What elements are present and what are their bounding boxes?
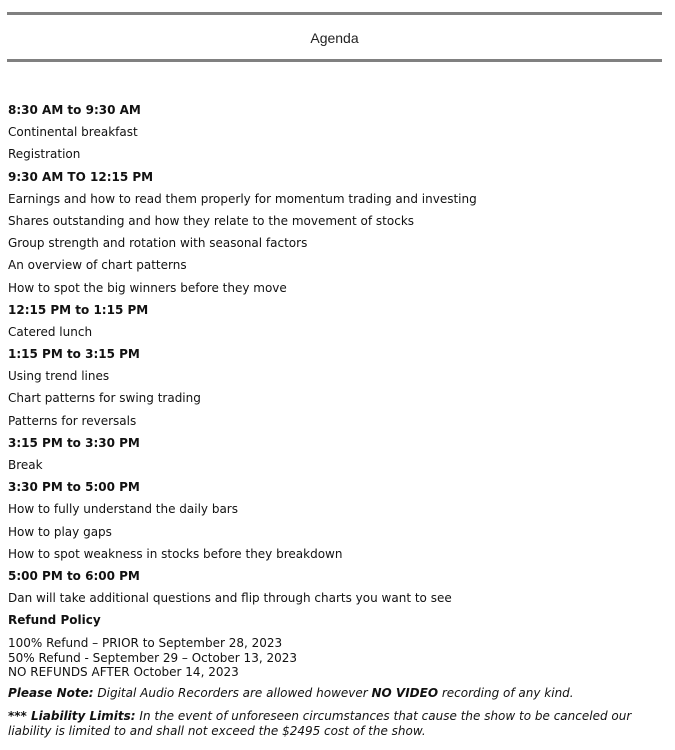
agenda-item: Group strength and rotation with seasonal factors (8, 236, 308, 251)
refund-line: 100% Refund – PRIOR to September 28, 2023 (8, 636, 283, 650)
refund-line: 50% Refund - September 29 – October 13, 2023 (8, 650, 297, 665)
time-slot-heading: 8:30 AM to 9:30 AM (8, 103, 141, 117)
agenda-item: How to play gaps (8, 524, 112, 539)
agenda-item: How to spot the big winners before they move (8, 280, 287, 295)
note-text-after: recording of any kind. (438, 686, 574, 700)
agenda-item: Registration (8, 147, 81, 162)
recording-note (8, 686, 668, 700)
liability-label: *** Liability Limits: (8, 709, 136, 723)
agenda-item: Shares outstanding and how they relate to the movement of stocks (8, 213, 415, 228)
refund-line: NO REFUNDS AFTER October 14, 2023 (8, 665, 239, 679)
note-text-before: Digital Audio Recorders are allowed however (93, 686, 372, 700)
liability-text: In the event of unforeseen circumstances that cause the show to be canceled our liability is limited to and shall not exceed the $2495 cost of the show. (8, 709, 632, 738)
agenda-item: How to spot weakness in stocks before they breakdown (8, 546, 343, 561)
agenda-item: An overview of chart patterns (8, 258, 187, 273)
liability-note (8, 709, 668, 738)
agenda-title: Agenda (310, 30, 359, 46)
agenda-item: Chart patterns for swing trading (8, 391, 201, 406)
time-slot-heading: 5:00 PM to 6:00 PM (8, 568, 140, 583)
agenda-item: Catered lunch (8, 324, 93, 339)
time-slot-heading: 9:30 AM TO 12:15 PM (8, 169, 154, 184)
note-emphasis: NO VIDEO (371, 686, 439, 700)
note-label: Please Note: (8, 686, 94, 700)
time-slot-heading: 3:15 PM to 3:30 PM (8, 435, 140, 450)
agenda-item: How to fully understand the daily bars (8, 502, 238, 517)
agenda-item: Continental breakfast (8, 125, 138, 140)
agenda-item: Patterns for reversals (8, 413, 137, 428)
agenda-item: Earnings and how to read them properly for momentum trading and investing (8, 191, 477, 206)
agenda-header (7, 12, 662, 62)
time-slot-heading: 12:15 PM to 1:15 PM (8, 302, 149, 317)
refund-policy-heading: Refund Policy (8, 613, 101, 628)
agenda-item: Break (8, 458, 43, 472)
time-slot-heading: 1:15 PM to 3:15 PM (8, 347, 140, 362)
agenda-item: Using trend lines (8, 369, 110, 384)
refund-policy-lines (8, 636, 668, 680)
agenda-schedule (8, 99, 668, 632)
time-slot-heading: 3:30 PM to 5:00 PM (8, 480, 140, 495)
agenda-item: Dan will take additional questions and flip through charts you want to see (8, 591, 452, 606)
